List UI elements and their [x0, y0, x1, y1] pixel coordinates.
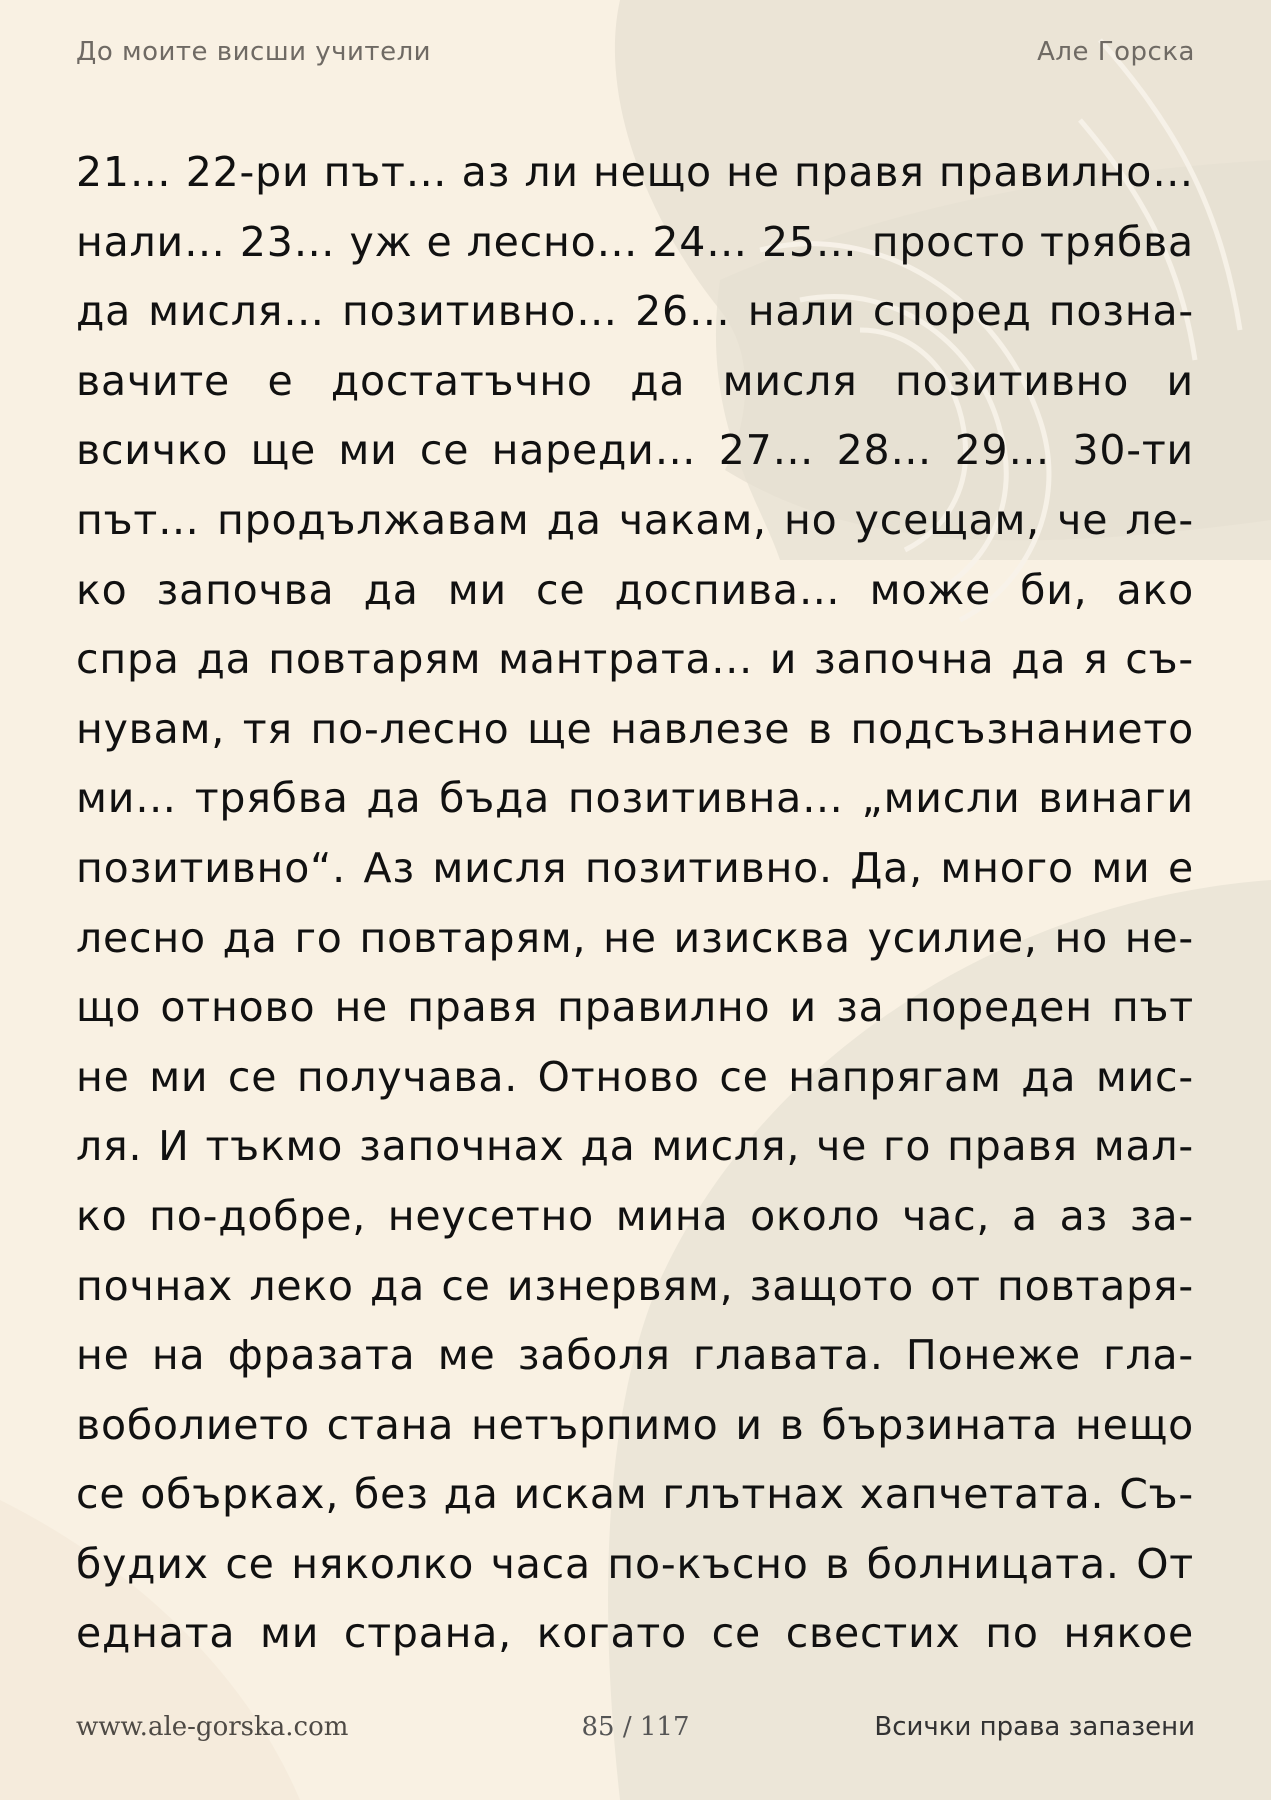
page-header — [76, 36, 1195, 68]
text-line: воболието стана нетърпимо и в бързината нещо — [76, 1400, 1194, 1449]
text-line: не ми се получава. Отново се напрягам да мис- — [76, 1052, 1194, 1101]
header-author: Але Горска — [1037, 37, 1195, 67]
footer-rights: Всички права запазени — [874, 1712, 1195, 1742]
text-line: ля. И тъкмо започнах да мисля, че го правя мал- — [76, 1122, 1194, 1171]
footer-page-number: 85 / 117 — [581, 1712, 690, 1742]
text-line: ко започва да ми се доспива… може би, ако — [76, 565, 1194, 614]
text-line: нувам, тя по-лесно ще навлезе в подсъзнанието — [76, 704, 1194, 753]
text-line: път… продължавам да чакам, но усещам, че ле- — [76, 495, 1194, 544]
text-line: почнах леко да се изнервям, защото от повтаря- — [76, 1261, 1194, 1310]
text-line: да мисля… позитивно… 26… нали според позна- — [76, 287, 1194, 336]
text-line: лесно да го повтарям, не изисква усилие, но не- — [76, 913, 1194, 962]
text-line: 21… 22-ри път… аз ли нещо не правя правилно… — [76, 148, 1194, 196]
text-line: се обърках, без да искам глътнах хапчетата. Съ- — [76, 1470, 1194, 1519]
text-line: будих се няколко часа по-късно в болницата. От — [76, 1539, 1194, 1588]
text-line: всичко ще ми се нареди… 27… 28… 29… 30-ти — [76, 426, 1194, 475]
header-book-title: До моите висши учители — [76, 37, 432, 67]
text-line: вачите е достатъчно да мисля позитивно и — [76, 356, 1194, 405]
page-footer — [76, 1712, 1195, 1748]
text-line: що отново не правя правилно и за пореден път — [76, 983, 1194, 1032]
text-line: едната ми страна, когато се свестих по някое — [76, 1609, 1194, 1658]
text-line: нали… 23… уж е лесно… 24… 25… просто трябва — [76, 217, 1194, 266]
text-line: ко по-добре, неусетно мина около час, а аз за- — [76, 1191, 1194, 1240]
text-line: позитивно“. Аз мисля позитивно. Да, много ми е — [76, 843, 1194, 892]
text-line: не на фразата ме заболя главата. Понеже гла- — [76, 1331, 1194, 1380]
text-line: спра да повтарям мантрата... и започна да я съ- — [76, 635, 1194, 684]
body-text — [76, 138, 1194, 1669]
text-line: ми… трябва да бъда позитивна… „мисли винаги — [76, 774, 1194, 823]
footer-website-link[interactable]: www.ale-gorska.com — [76, 1712, 349, 1742]
